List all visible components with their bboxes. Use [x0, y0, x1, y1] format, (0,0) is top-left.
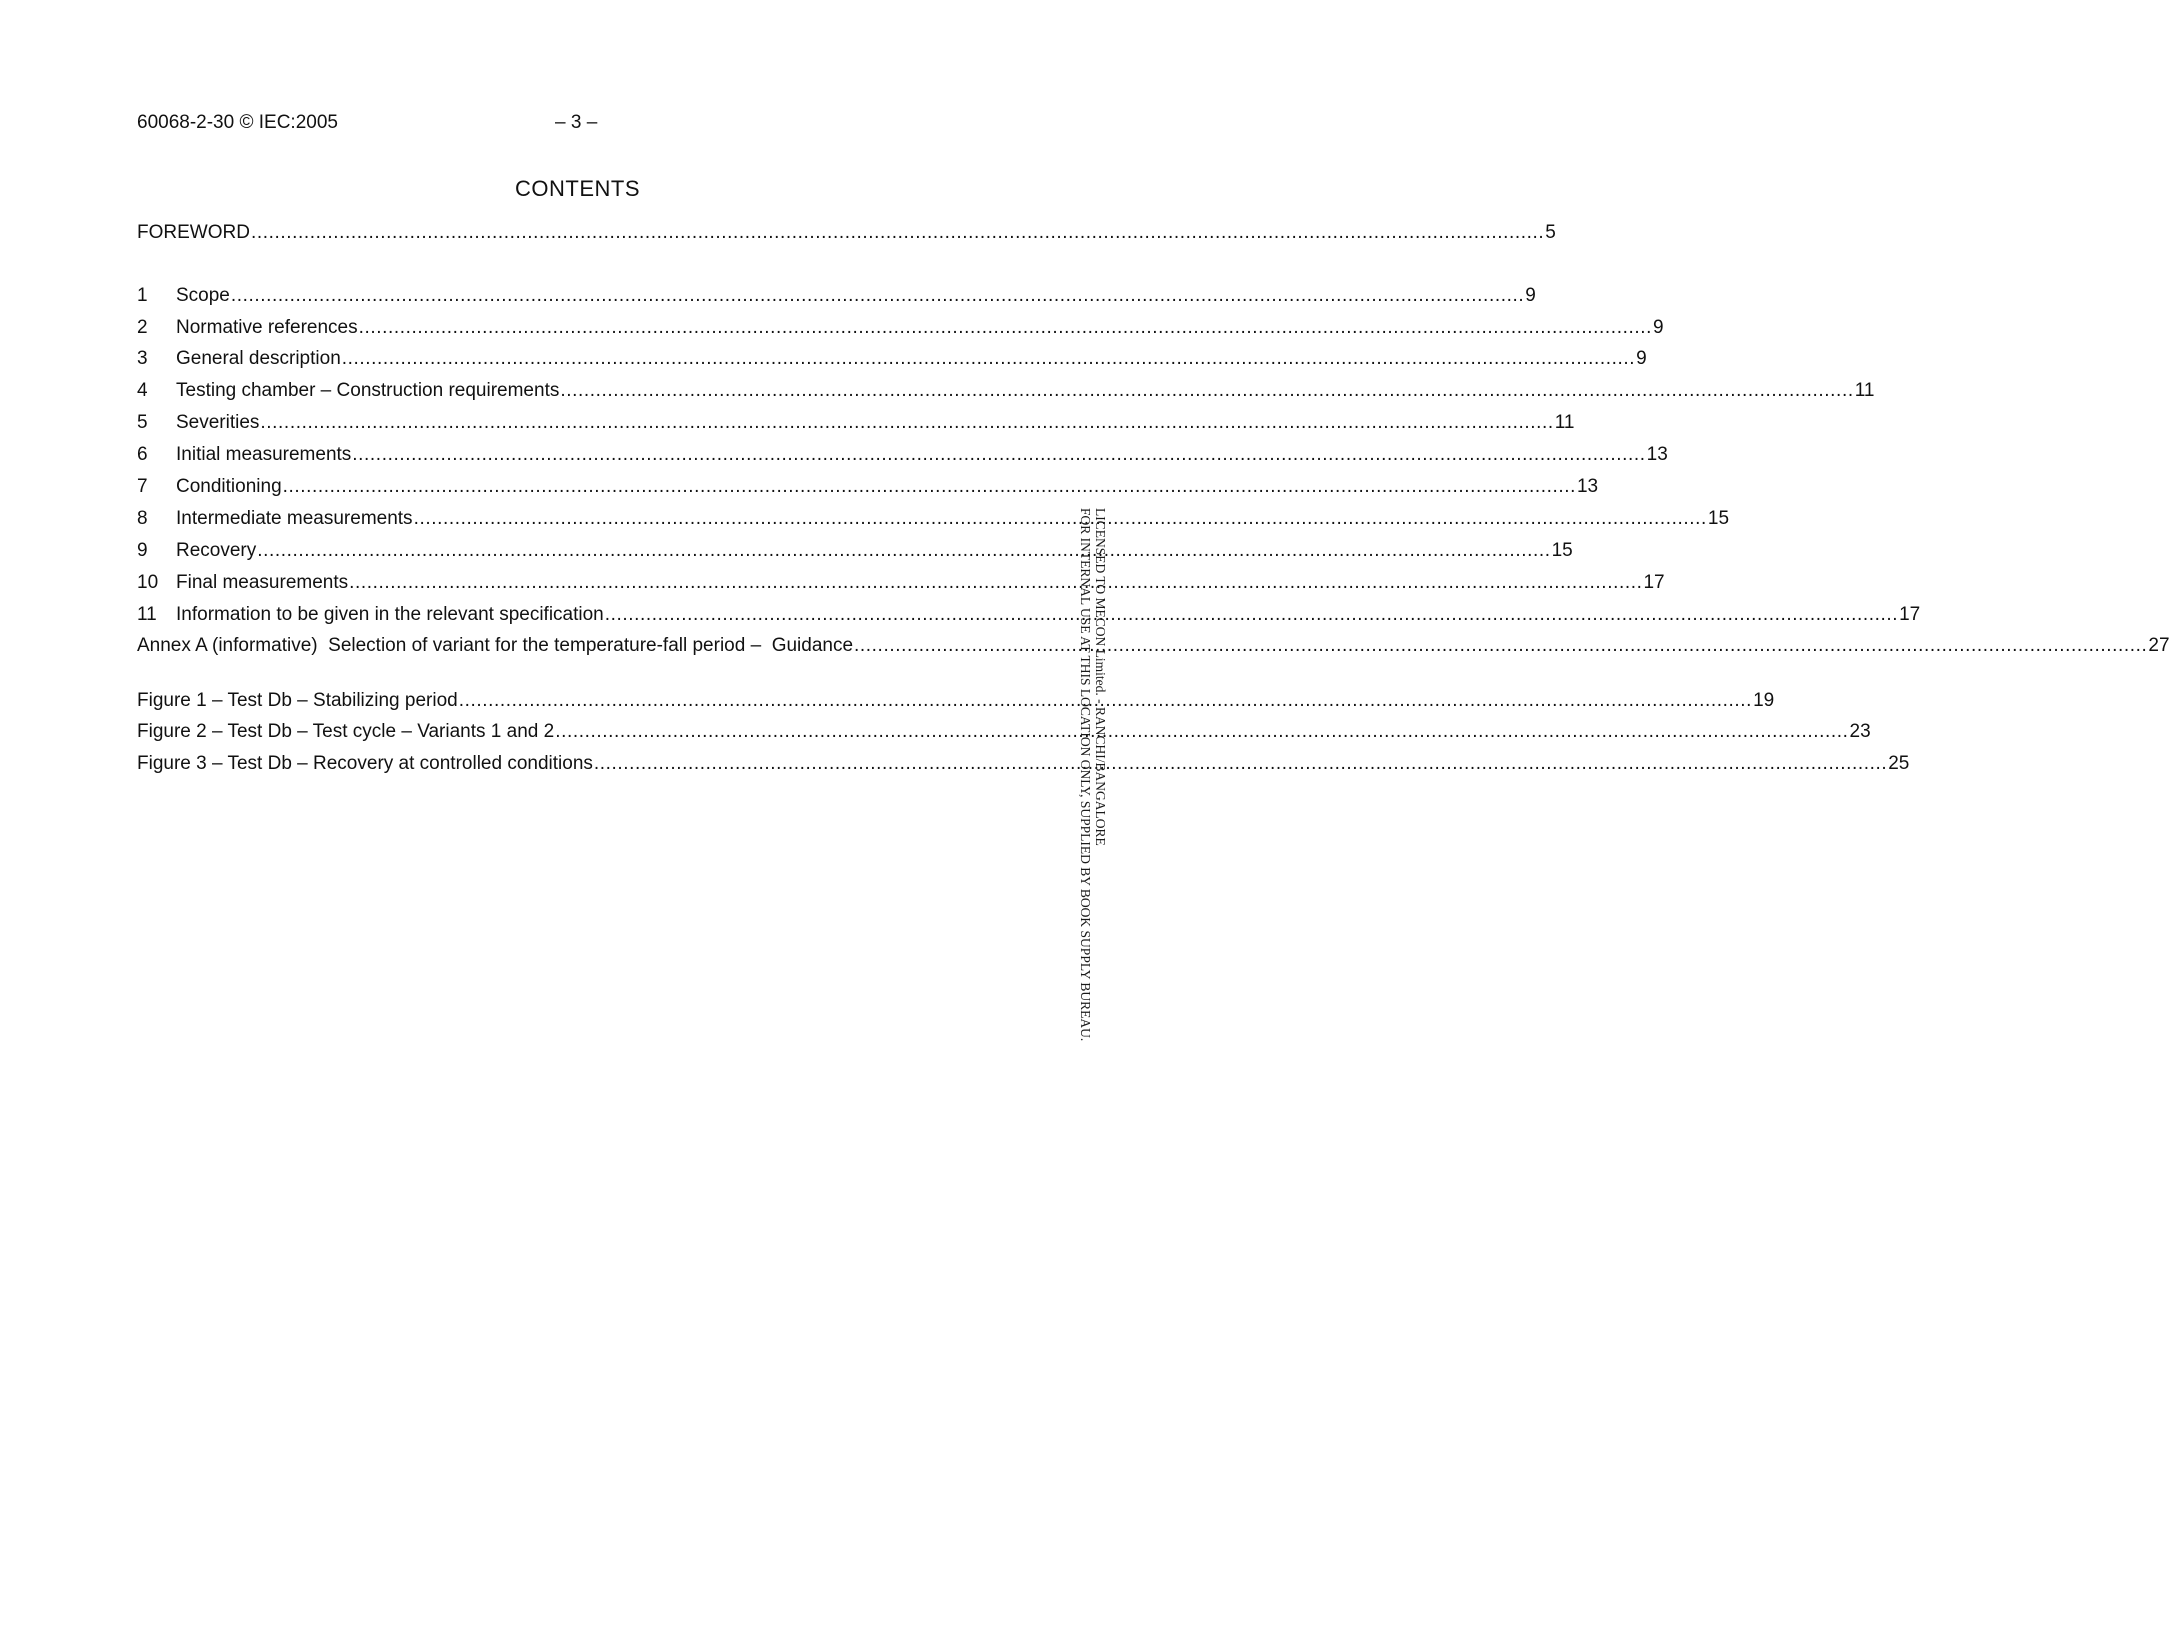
- toc-leader: ............................................................................................................................................................................................................................: [257, 540, 1551, 561]
- toc-entry-page: 13: [1576, 476, 1599, 497]
- toc-entry-4[interactable]: [137, 378, 1875, 404]
- toc-entry-label: General description: [176, 348, 341, 369]
- toc-entry-page: 11: [1554, 412, 1575, 433]
- toc-entry-10[interactable]: [137, 570, 1665, 596]
- toc-entry-page: 17: [1899, 604, 1921, 625]
- toc-entry-page: 9: [1525, 285, 1536, 306]
- toc-entry-label: Testing chamber – Construction requirements: [176, 380, 560, 401]
- toc-entry-label: Recovery: [176, 540, 257, 561]
- toc-entry-page: 5: [1545, 222, 1556, 243]
- toc-leader: ............................................................................................................................................................................................................................: [854, 635, 2148, 656]
- toc-entry-number: 11: [137, 604, 157, 625]
- toc-entry-number: 1: [137, 285, 148, 306]
- license-watermark: [1078, 508, 1108, 1138]
- document-id: 60068-2-30 © IEC:2005: [137, 112, 338, 133]
- toc-leader: ............................................................................................................................................................................................................................: [555, 721, 1849, 742]
- toc-entry-number: 9: [137, 540, 148, 561]
- toc-entry-11[interactable]: [137, 602, 1921, 628]
- toc-entry-page: 17: [1643, 572, 1665, 593]
- toc-leader: ............................................................................................................................................................................................................................: [260, 412, 1554, 433]
- toc-entry-label: Initial measurements: [176, 444, 352, 465]
- toc-leader: ............................................................................................................................................................................................................................: [352, 444, 1646, 465]
- toc-entry-3[interactable]: [137, 346, 1647, 372]
- page-number: – 3 –: [555, 112, 598, 133]
- toc-entry-7[interactable]: [137, 474, 1599, 500]
- toc-entry-label: Figure 2 – Test Db – Test cycle – Variants 1 and 2: [137, 721, 555, 742]
- toc-leader: ............................................................................................................................................................................................................................: [358, 317, 1652, 338]
- toc-leader: ............................................................................................................................................................................................................................: [282, 476, 1576, 497]
- toc-entry-label: Normative references: [176, 317, 358, 338]
- toc-entry-label: Conditioning: [176, 476, 282, 497]
- toc-entry-figure-3[interactable]: [137, 751, 1910, 777]
- toc-entry-number: 2: [137, 317, 148, 338]
- toc-entry-page: 13: [1646, 444, 1668, 465]
- toc-entry-5[interactable]: [137, 410, 1575, 436]
- toc-entry-figure-1[interactable]: [137, 688, 1775, 714]
- toc-leader: ............................................................................................................................................................................................................................: [604, 604, 1899, 625]
- toc-entry-label: Figure 3 – Test Db – Recovery at controlled conditions: [137, 753, 593, 774]
- toc-leader: ............................................................................................................................................................................................................................: [349, 572, 1643, 593]
- toc-entry-page: 9: [1652, 317, 1664, 338]
- toc-entry-1[interactable]: [137, 283, 1536, 309]
- toc-entry-number: 7: [137, 476, 148, 497]
- toc-entry-page: 23: [1849, 721, 1871, 742]
- toc-entry-page: 11: [1854, 380, 1875, 401]
- toc-entry-label: Severities: [176, 412, 260, 433]
- toc-leader: ............................................................................................................................................................................................................................: [413, 508, 1707, 529]
- toc-entry-9[interactable]: [137, 538, 1573, 564]
- toc-entry-label: Scope: [176, 285, 230, 306]
- toc-entry-label: Information to be given in the relevant specification: [176, 604, 604, 625]
- toc-entry-number: 10: [137, 572, 159, 593]
- toc-entry-label: Figure 1 – Test Db – Stabilizing period: [137, 690, 458, 711]
- toc-entry-label: Final measurements: [176, 572, 349, 593]
- toc-entry-number: 4: [137, 380, 148, 401]
- toc-entry-page: 27: [2148, 635, 2170, 656]
- toc-entry-label: Annex A (informative) Selection of variant for the temperature-fall period – Guidance: [137, 635, 854, 656]
- toc-entry-page: 9: [1636, 348, 1647, 369]
- toc-leader: ............................................................................................................................................................................................................................: [560, 380, 1854, 401]
- toc-entry-page: 15: [1707, 508, 1730, 529]
- toc-entry-2[interactable]: [137, 315, 1664, 341]
- toc-entry-label: FOREWORD: [137, 222, 250, 243]
- toc-entry-8[interactable]: [137, 506, 1730, 532]
- toc-entry-figure-2[interactable]: [137, 719, 1871, 745]
- toc-entry-page: 15: [1551, 540, 1573, 561]
- license-line-1: LICENSED TO MECON Limited. - RANCHI/BANGALORE: [1093, 508, 1108, 846]
- toc-entry-foreword[interactable]: [137, 220, 1556, 246]
- toc-leader: ............................................................................................................................................................................................................................: [230, 285, 1525, 306]
- toc-leader: ............................................................................................................................................................................................................................: [250, 222, 1545, 243]
- toc-entry-number: 3: [137, 348, 148, 369]
- license-line-2: FOR INTERNAL USE AT THIS LOCATION ONLY, SUPPLIED BY BOOK SUPPLY BUREAU.: [1078, 508, 1093, 1042]
- toc-leader: ............................................................................................................................................................................................................................: [593, 753, 1888, 774]
- toc-entry-number: 6: [137, 444, 148, 465]
- contents-heading: CONTENTS: [515, 176, 640, 201]
- toc-entry-number: 5: [137, 412, 148, 433]
- toc-leader: ............................................................................................................................................................................................................................: [341, 348, 1636, 369]
- toc-entry-page: 25: [1888, 753, 1910, 774]
- toc-entry-6[interactable]: [137, 442, 1668, 468]
- toc-entry-number: 8: [137, 508, 148, 529]
- toc-entry-label: Intermediate measurements: [176, 508, 413, 529]
- toc-entry-page: 19: [1753, 690, 1775, 711]
- toc-entry-annex-a[interactable]: [137, 633, 2170, 659]
- toc-leader: ............................................................................................................................................................................................................................: [458, 690, 1753, 711]
